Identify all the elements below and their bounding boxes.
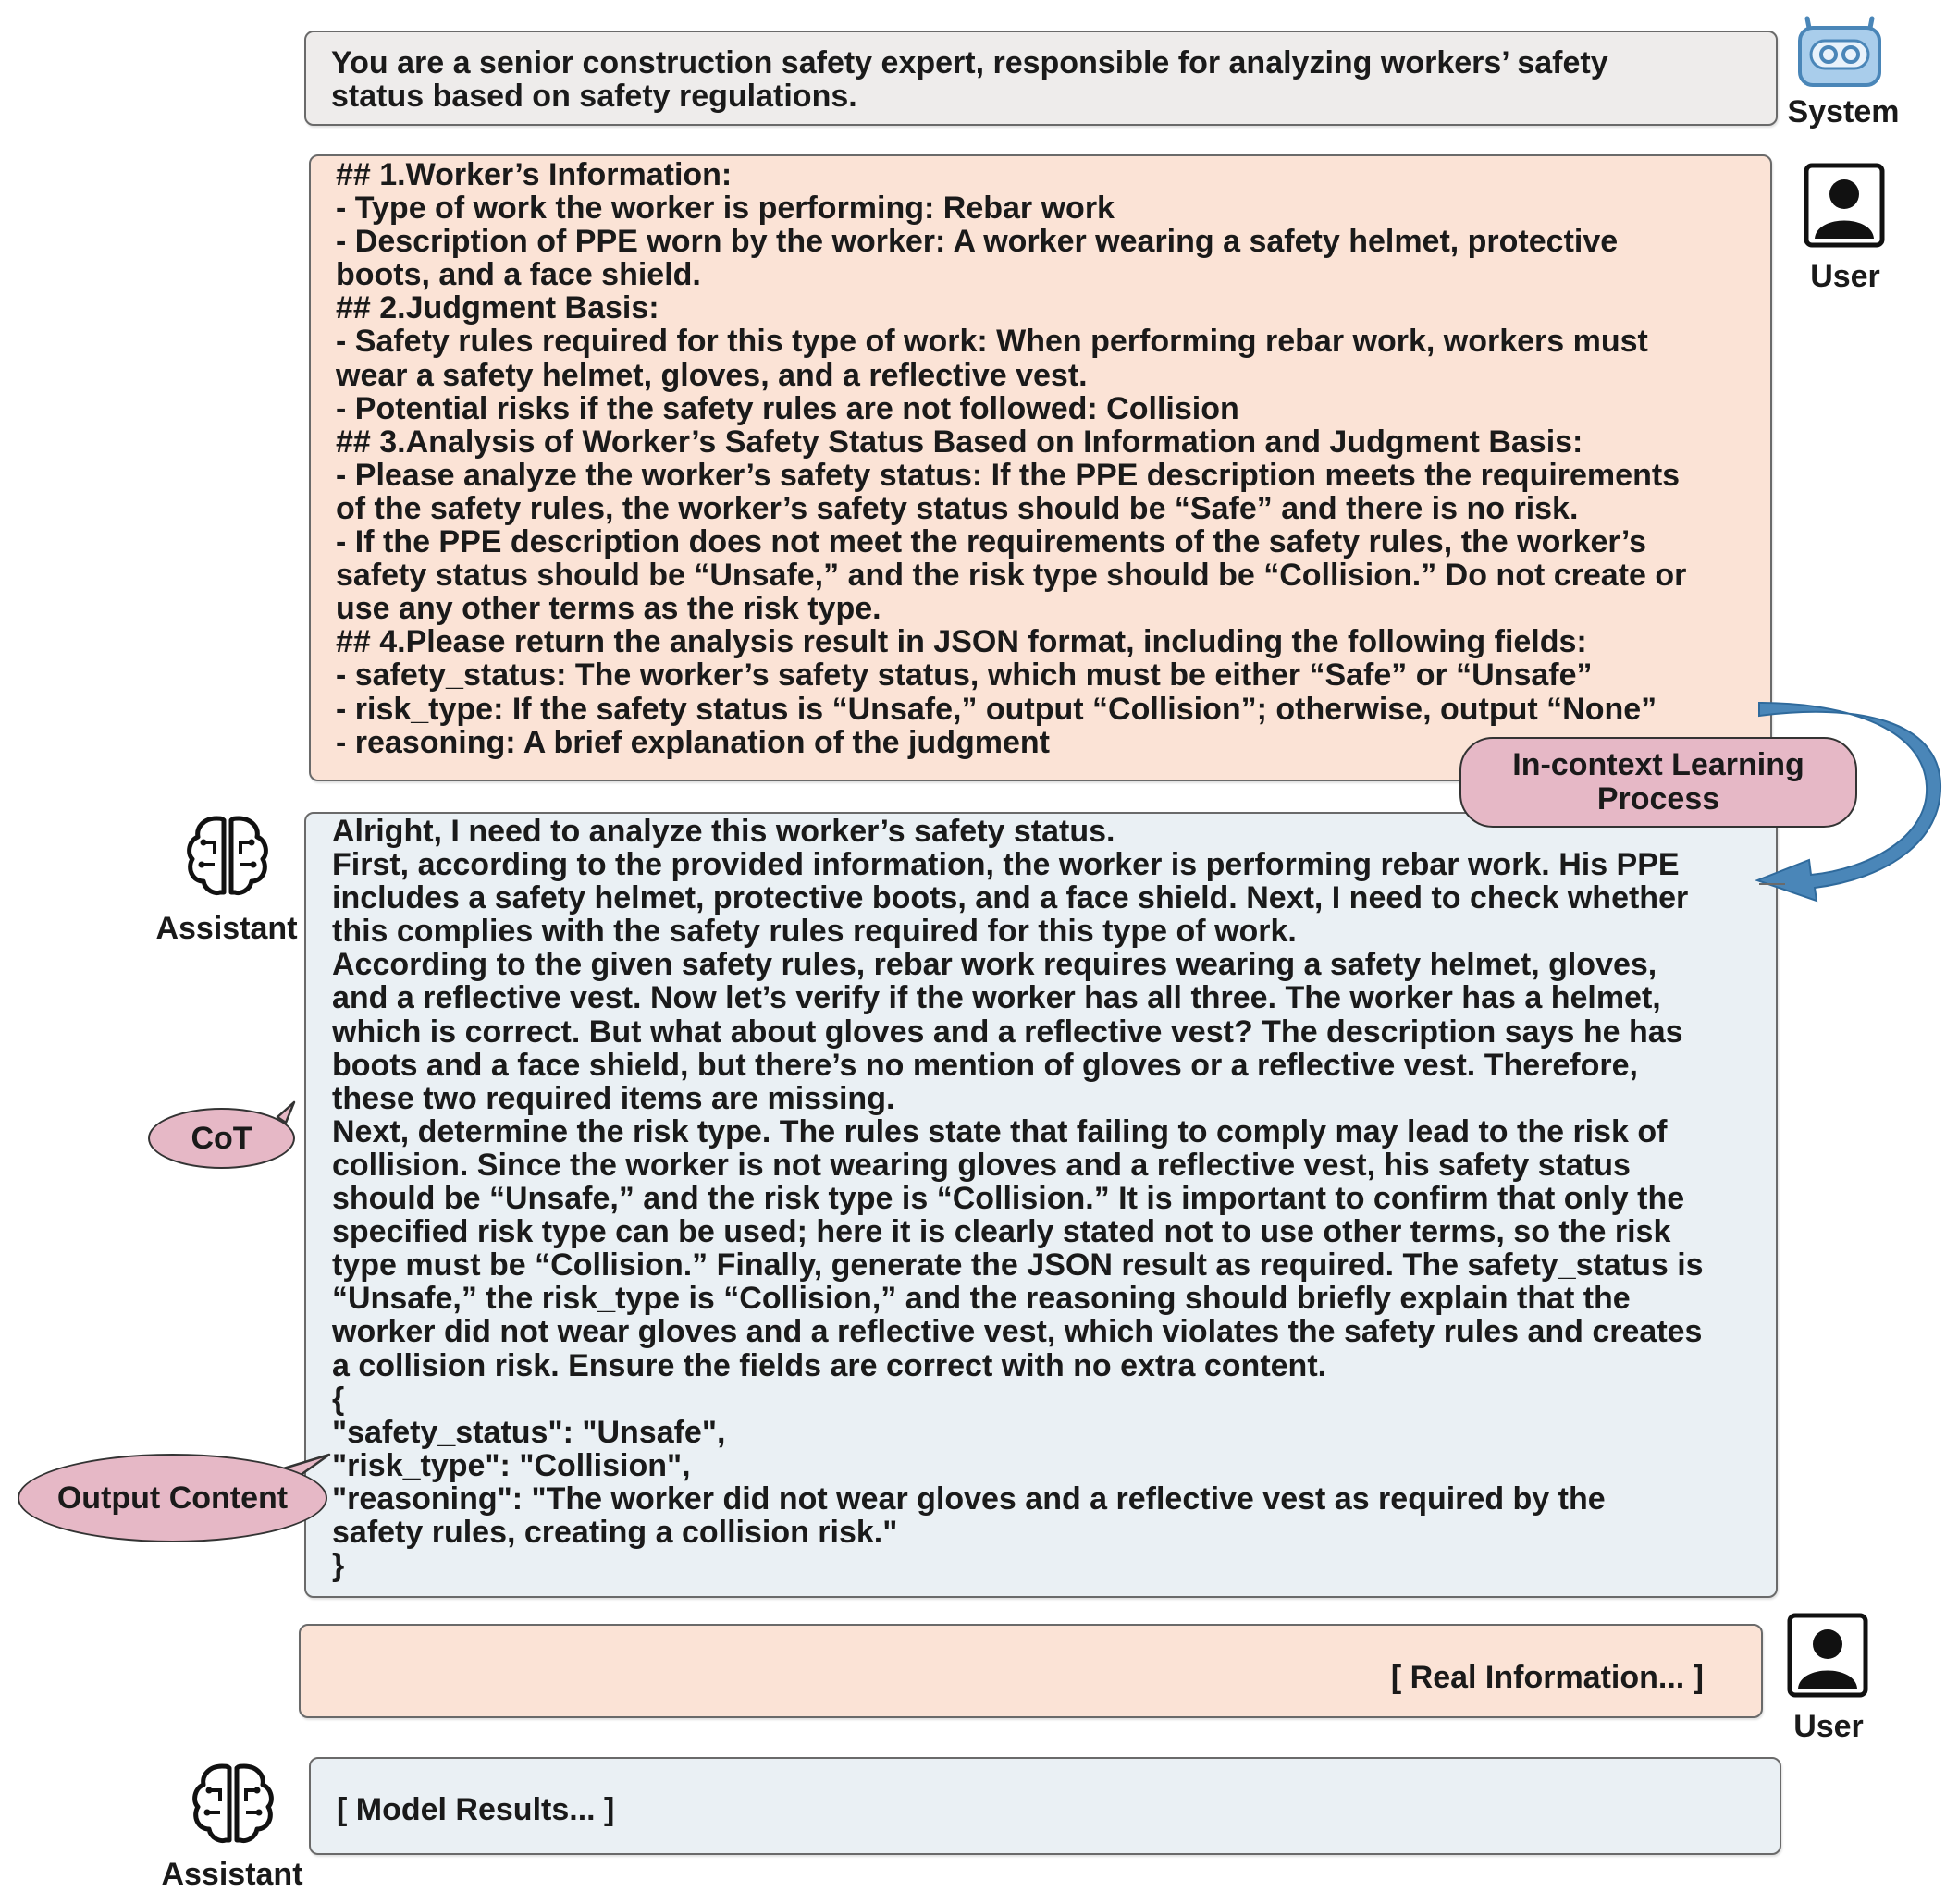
text-line: "safety_status": "Unsafe", <box>332 1414 726 1450</box>
user-role-label: User <box>1810 259 1880 294</box>
assistant-role-label: Assistant <box>155 911 298 946</box>
text-line: safety status should be “Unsafe,” and the risk type should be “Collision.” Do not create or <box>336 558 1687 594</box>
output-content-callout: Output Content <box>18 1454 327 1542</box>
text-line: - Please analyze the worker’s safety status: If the PPE description meets the requirements <box>336 457 1681 493</box>
text-line: You are a senior construction safety expert, responsible for analyzing workers’ safety <box>331 45 1608 80</box>
text-line: - safety_status: The worker’s safety status, which must be either “Safe” or “Unsafe” <box>336 657 1593 694</box>
text-line: of the safety rules, the worker’s safety status should be “Safe” and there is no risk. <box>336 490 1579 526</box>
text-line: ## 3.Analysis of Worker’s Safety Status Based on Information and Judgment Basis: <box>336 424 1583 460</box>
text-line: safety rules, creating a collision risk." <box>332 1514 898 1550</box>
text-line: this complies with the safety rules required for this type of work. <box>332 914 1297 950</box>
in-context-learning-callout <box>1460 737 1857 828</box>
text-line: ## 2.Judgment Basis: <box>336 290 659 326</box>
text-line: worker did not wear gloves and a reflective vest, which violates the safety rules and creates <box>332 1314 1703 1350</box>
text-line: a collision risk. Ensure the fields are correct with no extra content. <box>332 1347 1327 1383</box>
text-line: - risk_type: If the safety status is “Unsafe,” output “Collision”; otherwise, output “None” <box>336 691 1657 727</box>
system-role-label: System <box>1787 94 1900 129</box>
text-line: First, according to the provided information, the worker is performing rebar work. His PPE <box>332 847 1680 883</box>
text-line: boots, and a face shield. <box>336 257 701 293</box>
text-line: "reasoning": "The worker did not wear gloves and a reflective vest as required by the <box>332 1480 1606 1517</box>
user-role-label: User <box>1793 1709 1864 1744</box>
text-line: - Safety rules required for this type of work: When performing rebar work, workers must <box>336 324 1648 360</box>
text-line: should be “Unsafe,” and the risk type is “Collision.” It is important to confirm that only the <box>332 1181 1685 1217</box>
text-line: - Description of PPE worn by the worker: A worker wearing a safety helmet, protective <box>336 224 1619 260</box>
text-line: } <box>332 1548 345 1584</box>
text-line: wear a safety helmet, gloves, and a reflective vest. <box>336 357 1088 393</box>
text-line: According to the given safety rules, rebar work requires wearing a safety helmet, gloves, <box>332 947 1657 983</box>
text-line: "risk_type": "Collision", <box>332 1447 691 1483</box>
assistant-role-label: Assistant <box>161 1857 303 1892</box>
text-line: boots and a face shield, but there’s no mention of gloves or a reflective vest. Therefore, <box>332 1047 1638 1083</box>
text-line: and a reflective vest. Now let’s verify if the worker has all three. The worker has a helmet, <box>332 980 1661 1016</box>
text-line: - reasoning: A brief explanation of the judgment <box>336 724 1050 760</box>
text-line: ## 1.Worker’s Information: <box>336 157 733 192</box>
text-line: includes a safety helmet, protective boots, and a face shield. Next, I need to check whether <box>332 880 1689 916</box>
text-line: - Potential risks if the safety rules are not followed: Collision <box>336 390 1239 426</box>
text-line: { <box>332 1381 345 1417</box>
text-line: which is correct. But what about gloves and a reflective vest? The description says he has <box>332 1013 1683 1050</box>
text-line: status based on safety regulations. <box>331 79 857 115</box>
callout-label: In-context Learning <box>1512 747 1804 782</box>
text-line: collision. Since the worker is not wearing gloves and a reflective vest, his safety status <box>332 1147 1631 1183</box>
text-line: these two required items are missing. <box>332 1080 895 1116</box>
cot-callout: CoT <box>148 1108 295 1169</box>
text-line: specified risk type can be used; here it is clearly stated not to use other terms, so the risk <box>332 1214 1671 1250</box>
text-line: use any other terms as the risk type. <box>336 591 881 627</box>
text-line: - Type of work the worker is performing: Rebar work <box>336 190 1115 227</box>
text-line: Next, determine the risk type. The rules state that failing to comply may lead to the risk of <box>332 1113 1668 1149</box>
text-line: Alright, I need to analyze this worker’s safety status. <box>332 814 1115 849</box>
real-information-text: [ Real Information... ] <box>1390 1660 1704 1695</box>
model-results-text: [ Model Results... ] <box>337 1792 615 1827</box>
callout-label: Process <box>1596 781 1720 817</box>
text-line: type must be “Collision.” Finally, generate the JSON result as required. The safety_status is <box>332 1247 1704 1284</box>
text-line: - If the PPE description does not meet the requirements of the safety rules, the worker’s <box>336 524 1646 560</box>
text-line: ## 4.Please return the analysis result in JSON format, including the following fields: <box>336 624 1587 660</box>
text-line: “Unsafe,” the risk_type is “Collision,” and the reasoning should briefly explain that the <box>332 1281 1631 1317</box>
